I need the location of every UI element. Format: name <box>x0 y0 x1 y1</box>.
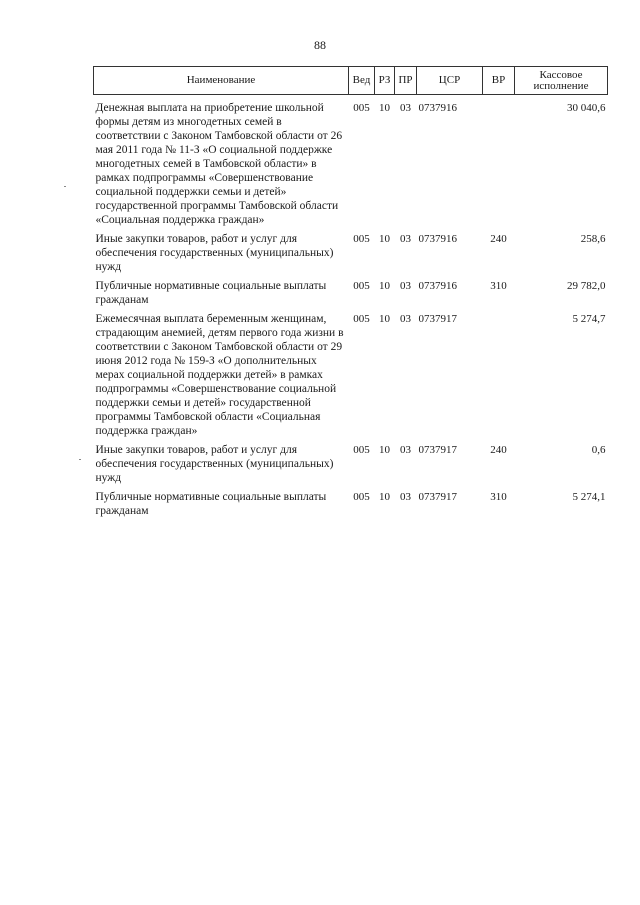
row-ved: 005 <box>353 280 370 292</box>
row-vr <box>483 312 515 443</box>
header-ved: Вед <box>349 67 375 95</box>
row-csr: 0737916 <box>418 280 457 292</box>
row-pr: 03 <box>400 280 411 292</box>
row-ved: 005 <box>353 102 370 114</box>
row-sum: 0,6 <box>591 444 606 456</box>
row-vr: 310 <box>490 280 507 292</box>
row-csr: 0737917 <box>418 313 457 325</box>
scan-speck <box>64 186 66 187</box>
row-sum: 30 040,6 <box>567 102 606 114</box>
row-name: Публичные нормативные социальные выплаты гражданам <box>95 491 327 517</box>
row-rz: 10 <box>379 491 390 503</box>
row-sum: 258,6 <box>580 233 606 245</box>
row-pr: 03 <box>400 233 411 245</box>
row-vr <box>483 101 515 232</box>
row-csr: 0737917 <box>418 444 457 456</box>
budget-table <box>93 66 608 523</box>
table-header-row <box>94 67 608 95</box>
row-sum: 5 274,1 <box>572 491 606 503</box>
table-row <box>94 490 608 523</box>
row-csr: 0737916 <box>418 233 457 245</box>
scan-speck <box>79 459 81 460</box>
row-rz: 10 <box>379 444 390 456</box>
row-sum: 5 274,7 <box>572 313 606 325</box>
row-rz: 10 <box>379 313 390 325</box>
row-pr: 03 <box>400 313 411 325</box>
row-name: Денежная выплата на приобретение школьной формы детям из многодетных семей в соответствии с Законом Тамбовской области от 26 мая 2011 года № 11-З «О социальной поддержке многодетных семей в Тамбовской области» в рамках подпрограммы «Совершенствование социальной поддержки семьи и детей» государственной программы Тамбовской области «Социальная поддержка граждан» <box>95 102 343 226</box>
table-row <box>94 232 608 279</box>
header-csr: ЦСР <box>417 67 483 95</box>
header-pr: ПР <box>395 67 417 95</box>
row-ved: 005 <box>353 313 370 325</box>
row-name: Публичные нормативные социальные выплаты гражданам <box>95 280 327 306</box>
row-name: Иные закупки товаров, работ и услуг для обеспечения государственных (муниципальных) нужд <box>95 444 334 484</box>
row-rz: 10 <box>379 280 390 292</box>
row-pr: 03 <box>400 444 411 456</box>
row-rz: 10 <box>379 102 390 114</box>
row-ved: 005 <box>353 444 370 456</box>
table-row <box>94 279 608 312</box>
header-name: Наименование <box>94 67 349 95</box>
row-name: Ежемесячная выплата беременным женщинам, страдающим анемией, детям первого года жизни в соответствии с Законом Тамбовской области от 29 июня 2012 года № 159-З «О дополнительных мерах социальной поддержки детей» в рамках подпрограммы «Совершенствование социальной поддержки семьи и детей» государственной программы Тамбовской области «Социальная поддержка граждан» <box>95 313 344 437</box>
row-vr: 310 <box>490 491 507 503</box>
header-sum: Кассовое исполнение <box>515 67 608 95</box>
row-sum: 29 782,0 <box>567 280 606 292</box>
row-csr: 0737917 <box>418 491 457 503</box>
row-pr: 03 <box>400 102 411 114</box>
row-ved: 005 <box>353 233 370 245</box>
table-row <box>94 312 608 443</box>
table-row <box>94 443 608 490</box>
table-row <box>94 101 608 232</box>
row-rz: 10 <box>379 233 390 245</box>
header-rz: РЗ <box>375 67 395 95</box>
row-pr: 03 <box>400 491 411 503</box>
row-vr: 240 <box>490 444 507 456</box>
page-number: 88 <box>314 38 326 52</box>
header-vr: ВР <box>483 67 515 95</box>
row-name: Иные закупки товаров, работ и услуг для обеспечения государственных (муниципальных) нужд <box>95 233 334 273</box>
row-vr: 240 <box>490 233 507 245</box>
row-csr: 0737916 <box>418 102 457 114</box>
row-ved: 005 <box>353 491 370 503</box>
